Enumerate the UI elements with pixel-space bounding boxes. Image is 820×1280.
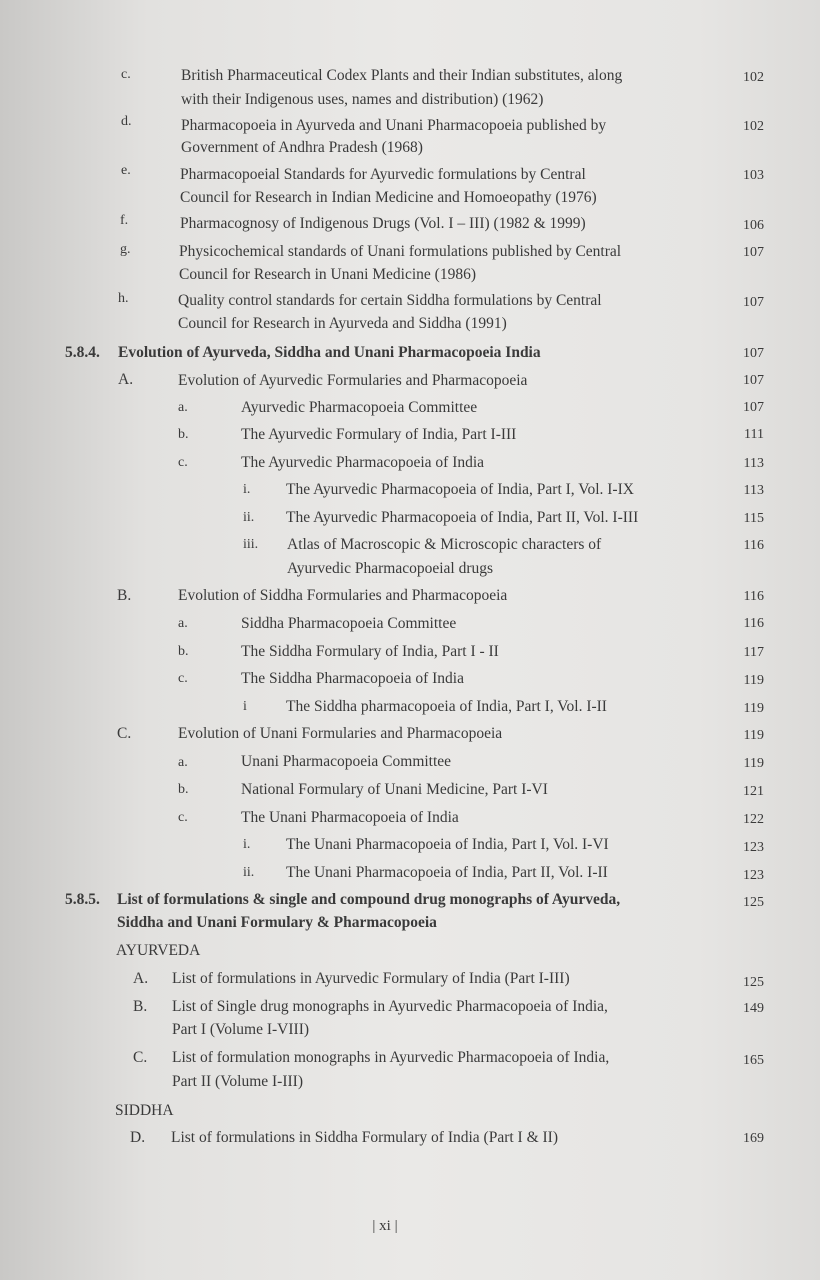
- item-marker: a.: [178, 616, 188, 631]
- page-number: 122: [743, 812, 764, 827]
- subsection-marker: A.: [118, 371, 134, 388]
- entry-marker: c.: [121, 67, 131, 82]
- item-title: List of formulation monographs in Ayurvedic Pharmacopoeia of India,: [172, 1049, 610, 1066]
- item-marker: a.: [178, 400, 188, 415]
- page-number: 125: [743, 895, 764, 910]
- subitem-title: The Unani Pharmacopoeia of India, Part II, Vol. I-II: [286, 864, 608, 881]
- section-title: List of formulations & single and compound drug monographs of Ayurveda,: [117, 891, 621, 908]
- page-number: 119: [743, 673, 764, 688]
- item-marker: A.: [133, 970, 149, 987]
- page-number: 117: [743, 645, 764, 660]
- item-marker: c.: [178, 455, 188, 470]
- subitem-title: The Unani Pharmacopoeia of India, Part I, Vol. I-VI: [286, 836, 609, 853]
- subitem-title: The Ayurvedic Pharmacopoeia of India, Part I, Vol. I-IX: [286, 481, 634, 498]
- entry-marker: d.: [121, 114, 132, 129]
- page-number: 102: [743, 70, 764, 85]
- item-title: Unani Pharmacopoeia Committee: [241, 753, 452, 770]
- subitem-title: The Ayurvedic Pharmacopoeia of India, Part II, Vol. I-III: [286, 509, 639, 526]
- group-heading: SIDDHA: [115, 1102, 174, 1119]
- subsection-marker: C.: [117, 725, 132, 742]
- item-marker: b.: [178, 427, 189, 442]
- entry-title-line: with their Indigenous uses, names and distribution) (1962): [181, 91, 544, 108]
- item-title: Siddha Pharmacopoeia Committee: [241, 615, 457, 632]
- item-marker: b.: [178, 782, 189, 797]
- page-number: 149: [743, 1001, 764, 1016]
- page-number: 107: [743, 400, 764, 415]
- entry-title-line: Council for Research in Unani Medicine (1986): [179, 266, 476, 283]
- item-title: The Unani Pharmacopoeia of India: [241, 809, 459, 826]
- subitem-title: The Siddha pharmacopoeia of India, Part I, Vol. I-II: [286, 698, 607, 715]
- page-number: 165: [743, 1053, 764, 1068]
- page-number: 107: [743, 295, 764, 310]
- page-number: 107: [743, 245, 764, 260]
- subitem-marker: i.: [243, 482, 251, 497]
- item-title: The Ayurvedic Formulary of India, Part I-III: [241, 426, 517, 443]
- page-number: 116: [743, 538, 764, 553]
- item-title: The Siddha Pharmacopoeia of India: [241, 670, 464, 687]
- page-number: 113: [743, 456, 764, 471]
- page-number: 123: [743, 840, 764, 855]
- page-number: 123: [743, 868, 764, 883]
- item-title: National Formulary of Unani Medicine, Part I-VI: [241, 781, 548, 798]
- subsection-title: Evolution of Ayurvedic Formularies and Pharmacopoeia: [178, 372, 528, 389]
- subsection-title: Evolution of Unani Formularies and Pharmacopoeia: [178, 725, 503, 742]
- page-number: 119: [743, 701, 764, 716]
- item-marker: a.: [178, 755, 188, 770]
- subsection-marker: B.: [117, 587, 132, 604]
- entry-marker: e.: [121, 163, 131, 178]
- item-title: Ayurvedic Pharmacopoeia Committee: [241, 399, 478, 416]
- entry-title-line: Quality control standards for certain Siddha formulations by Central: [178, 292, 602, 309]
- subitem-marker: ii.: [243, 510, 255, 525]
- entry-marker: h.: [118, 291, 129, 306]
- section-number: 5.8.5.: [65, 891, 100, 908]
- entry-title-line: Pharmacopoeial Standards for Ayurvedic formulations by Central: [180, 166, 586, 183]
- item-title: List of formulations in Siddha Formulary of India (Part I & II): [171, 1129, 559, 1146]
- item-title: The Ayurvedic Pharmacopoeia of India: [241, 454, 485, 471]
- page-number: 169: [743, 1131, 764, 1146]
- item-marker: C.: [133, 1049, 148, 1066]
- subitem-title: Atlas of Macroscopic & Microscopic characters of: [287, 536, 602, 553]
- page-number: 119: [743, 756, 764, 771]
- page-number: 107: [743, 346, 764, 361]
- subsection-title: Evolution of Siddha Formularies and Pharmacopoeia: [178, 587, 508, 604]
- entry-title-line: Physicochemical standards of Unani formulations published by Central: [179, 243, 622, 260]
- subitem-marker: iii.: [243, 537, 259, 552]
- entry-title-line: Pharmacognosy of Indigenous Drugs (Vol. I – III) (1982 & 1999): [180, 215, 586, 232]
- item-marker: B.: [133, 998, 148, 1015]
- subitem-marker: ii.: [243, 865, 255, 880]
- item-title-line: Part II (Volume I-III): [172, 1073, 303, 1090]
- item-title-line: Part I (Volume I-VIII): [172, 1021, 310, 1038]
- page-number: 111: [744, 427, 764, 442]
- page-number: 103: [743, 168, 764, 183]
- entry-title-line: Pharmacopoeia in Ayurveda and Unani Pharmacopoeia published by: [181, 117, 607, 134]
- item-marker: c.: [178, 810, 188, 825]
- page-number: 116: [743, 589, 764, 604]
- page-number: 107: [743, 373, 764, 388]
- item-title: List of formulations in Ayurvedic Formulary of India (Part I-III): [172, 970, 570, 987]
- page-number: 116: [743, 616, 764, 631]
- page-number: 113: [743, 483, 764, 498]
- page-folio: | xi |: [372, 1218, 398, 1234]
- entry-marker: g.: [120, 242, 131, 257]
- group-heading: AYURVEDA: [116, 942, 201, 959]
- item-marker: b.: [178, 644, 189, 659]
- item-title: List of Single drug monographs in Ayurvedic Pharmacopoeia of India,: [172, 998, 608, 1015]
- page-number: 121: [743, 784, 764, 799]
- page-number: 119: [743, 728, 764, 743]
- page-number: 125: [743, 975, 764, 990]
- item-marker: D.: [130, 1129, 146, 1146]
- page-number: 106: [743, 218, 764, 233]
- entry-title-line: Council for Research in Indian Medicine and Homoeopathy (1976): [180, 189, 597, 206]
- item-title: The Siddha Formulary of India, Part I - II: [241, 643, 499, 660]
- subitem-title-line: Ayurvedic Pharmacopoeial drugs: [287, 560, 494, 577]
- section-title-line: Siddha and Unani Formulary & Pharmacopoeia: [117, 914, 437, 931]
- item-marker: c.: [178, 671, 188, 686]
- entry-title-line: Government of Andhra Pradesh (1968): [181, 139, 423, 156]
- page-number: 102: [743, 119, 764, 134]
- page-number: 115: [743, 511, 764, 526]
- section-number: 5.8.4.: [65, 344, 100, 361]
- subitem-marker: i: [243, 699, 247, 714]
- entry-title-line: British Pharmaceutical Codex Plants and their Indian substitutes, along: [181, 67, 623, 84]
- section-title: Evolution of Ayurveda, Siddha and Unani Pharmacopoeia India: [118, 344, 541, 361]
- entry-marker: f.: [120, 213, 129, 228]
- entry-title-line: Council for Research in Ayurveda and Siddha (1991): [178, 315, 507, 332]
- subitem-marker: i.: [243, 837, 251, 852]
